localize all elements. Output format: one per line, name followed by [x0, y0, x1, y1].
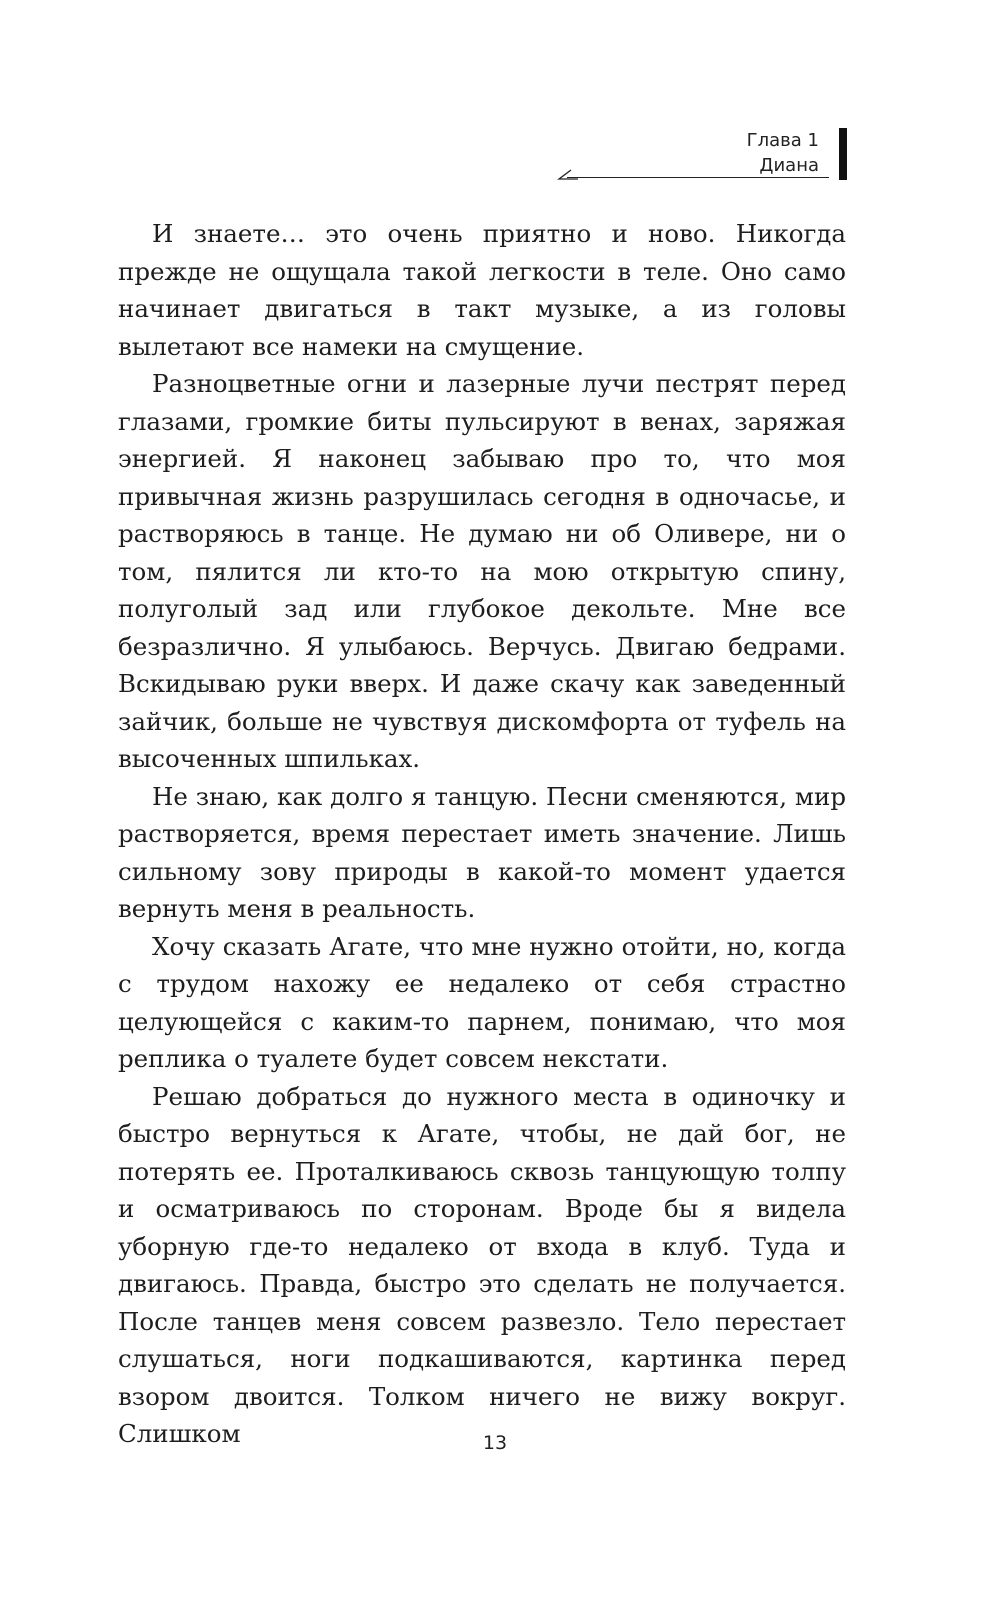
chapter-title: Диана	[759, 155, 819, 176]
arrow-left-icon	[557, 166, 579, 186]
header-rule	[567, 177, 829, 178]
running-header	[537, 128, 847, 180]
paragraph: Хочу сказать Агате, что мне нужно отойти, но, когда с трудом нахожу ее недалеко от себя страстно целующейся с каким-то парнем, понимаю, что моя реплика о туалете будет совсем некстати.	[118, 931, 846, 1073]
paragraph: Не знаю, как долго я танцую. Песни сменяются, мир растворяется, время перестает иметь значение. Лишь сильному зову природы в какой-то момент удается вернуть меня в реальность.	[118, 781, 846, 923]
paragraph: Разноцветные огни и лазерные лучи пестрят перед глазами, громкие биты пульсируют в венах, заряжая энергией. Я наконец забываю про то, что моя привычная жизнь разрушилась сегодня в одночасье, и растворяюсь в танце. Не думаю ни об Оливере, ни о том, пялится ли кто-то на мою открытую спину, полуголый зад или глубокое декольте. Мне все безразлично. Я улыбаюсь. Верчусь. Двигаю бедрами. Вскидываю руки вверх. И даже скачу как заведенный зайчик, больше не чувствуя дискомфорта от туфель на высоченных шпильках.	[118, 369, 846, 773]
header-bar-decoration	[839, 128, 847, 180]
paragraph: И знаете… это очень приятно и ново. Никогда прежде не ощущала такой легкости в теле. Оно само начинает двигаться в такт музыке, а из головы вылетают все намеки на смущение.	[118, 219, 846, 361]
paragraph: Решаю добраться до нужного места в одиночку и быстро вернуться к Агате, чтобы, не дай бог, не потерять ее. Проталкиваюсь сквозь танцующую толпу и осматриваюсь по сторонам. Вроде бы я видела уборную где-то недалеко от входа в клуб. Туда и двигаюсь. Правда, быстро это сделать не получается. После танцев меня совсем развезло. Тело перестает слушаться, ноги подкашиваются, картинка перед взором двоится. Толком ничего не вижу вокруг. Слишком	[118, 1081, 846, 1448]
chapter-label: Глава 1	[746, 130, 819, 151]
running-header-text	[747, 128, 819, 178]
page-number: 13	[482, 1432, 508, 1454]
body-text	[118, 215, 846, 1453]
